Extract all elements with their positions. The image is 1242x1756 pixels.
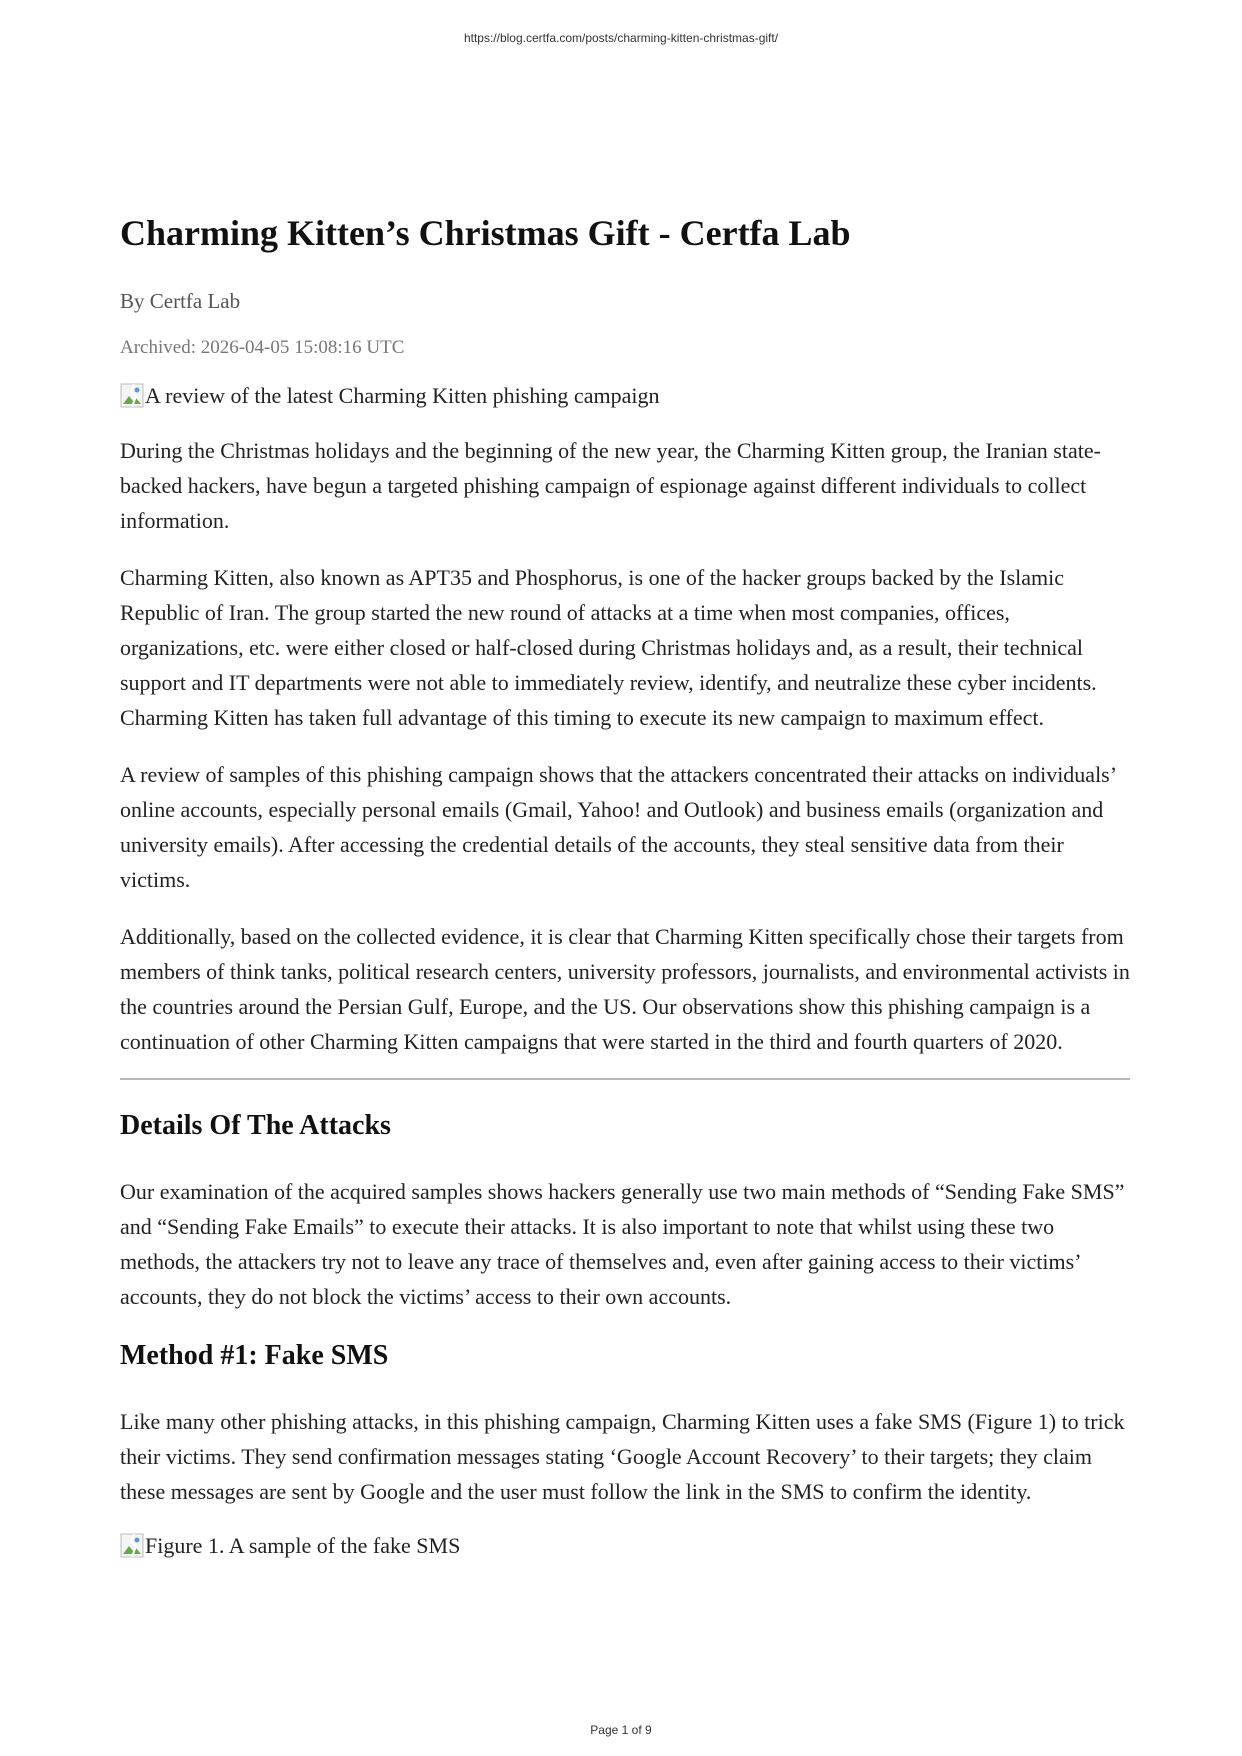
paragraph: Additionally, based on the collected evidence, it is clear that Charming Kitten specifically chose their targets from members of think tanks, political research centers, university professors, journalists, and environmental activists in the countries around the Persian Gulf, Europe, and the US. Our observations show this phishing campaign is a continuation of other Charming Kitten campaigns that were started in the third and fourth quarters of 2020. (120, 924, 1130, 1054)
paragraph: Charming Kitten, also known as APT35 and Phosphorus, is one of the hacker groups backed by the Islamic Republic of Iran. The group started the new round of attacks at a time when most companies, offices, organizations, etc. were either closed or half-closed during Christmas holidays and, as a result, their technical support and IT departments were not able to immediately review, identify, and neutralize these cyber incidents. Charming Kitten has taken full advantage of this timing to execute its new campaign to maximum effect. (120, 565, 1097, 730)
article (120, 209, 1130, 1583)
section-heading-details: Details Of The Attacks (120, 1110, 391, 1141)
paragraph: Like many other phishing attacks, in this phishing campaign, Charming Kitten uses a fake SMS (Figure 1) to trick their victims. They send confirmation messages stating ‘Google Account Recovery’ to their targets; they claim these messages are sent by Google and the user must follow the link in the SMS to confirm the identity. (120, 1409, 1125, 1504)
paragraph: A review of samples of this phishing campaign shows that the attackers concentrated their attacks on individuals’ online accounts, especially personal emails (Gmail, Yahoo! and Outlook) and business emails (organization and university emails). After accessing the credential details of the accounts, they steal sensitive data from their victims. (120, 762, 1116, 892)
byline: By Certfa Lab (120, 289, 241, 313)
figure-1-image (120, 1531, 1130, 1561)
paragraph: Our examination of the acquired samples shows hackers generally use two main methods of “Sending Fake SMS” and “Sending Fake Emails” to execute their attacks. It is also important to note that whilst using these two methods, the attackers try not to leave any trace of themselves and, even after gaining access to their victims’ accounts, they do not block the victims’ access to their own accounts. (120, 1179, 1125, 1309)
paragraph: During the Christmas holidays and the beginning of the new year, the Charming Kitten group, the Iranian state-backed hackers, have begun a targeted phishing campaign of espionage against different individuals to collect information. (120, 438, 1101, 533)
page-url: https://blog.certfa.com/posts/charming-kitten-christmas-gift/ (463, 31, 779, 45)
page-number: Page 1 of 9 (590, 1723, 652, 1737)
figure-1-alt-text: Figure 1. A sample of the fake SMS (145, 1533, 461, 1558)
section-heading-method-1: Method #1: Fake SMS (120, 1340, 389, 1371)
section-divider (120, 1078, 1130, 1080)
broken-image-icon (120, 1533, 145, 1559)
page-title: Charming Kitten’s Christmas Gift - Certfa Lab (120, 213, 851, 253)
hero-image (120, 381, 1130, 411)
broken-image-icon (120, 383, 145, 409)
archived-timestamp: Archived: 2026-04-05 15:08:16 UTC (120, 337, 405, 358)
hero-image-alt-text: A review of the latest Charming Kitten phishing campaign (145, 383, 660, 408)
